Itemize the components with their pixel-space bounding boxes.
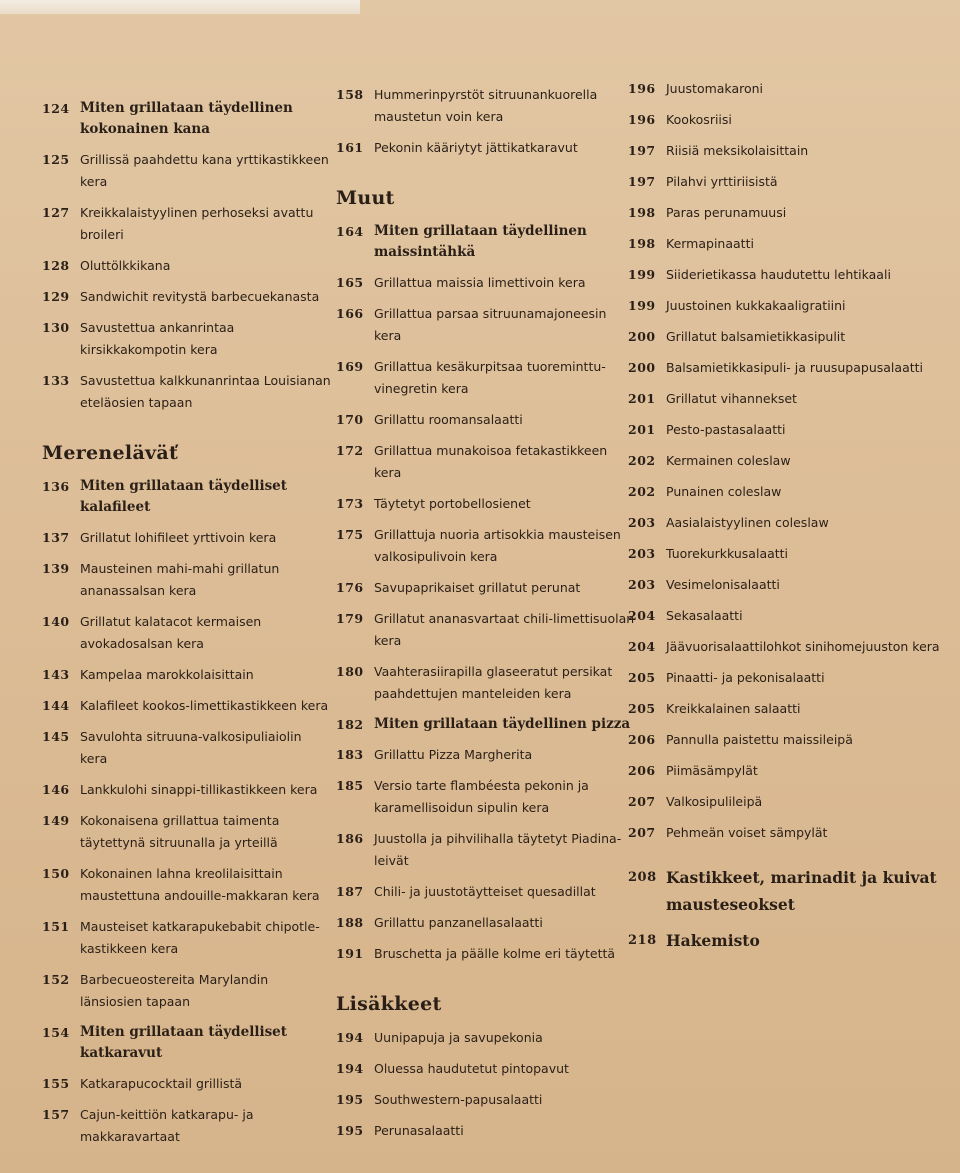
toc-entry <box>336 775 636 819</box>
toc-entry <box>336 1058 636 1080</box>
toc-entry <box>336 440 636 484</box>
toc-page-number: 146 <box>42 782 70 797</box>
list-col2c <box>336 1027 636 1142</box>
toc-page-number: 175 <box>336 527 364 542</box>
toc-page-number: 157 <box>42 1107 70 1122</box>
toc-entry-title: Chili- ja juustotäytteiset quesadillat <box>374 884 596 899</box>
toc-page-number: 206 <box>628 763 656 778</box>
toc-entry-title: Perunasalaatti <box>374 1123 464 1138</box>
toc-entry <box>628 698 948 720</box>
toc-page-number: 136 <box>42 479 70 494</box>
toc-entry <box>628 388 948 410</box>
toc-entry-title: Vesimelonisalaatti <box>666 577 780 592</box>
toc-entry-title: Pekonin kääriytyt jättikatkaravut <box>374 140 578 155</box>
toc-entry <box>42 779 332 801</box>
list-col3b <box>628 864 948 954</box>
column-left <box>42 98 332 1157</box>
toc-entry <box>628 171 948 193</box>
toc-page-number: 187 <box>336 884 364 899</box>
toc-page-number: 137 <box>42 530 70 545</box>
toc-entry-title: Versio tarte flambéesta pekonin ja karamellisoidun sipulin kera <box>374 778 589 815</box>
toc-entry <box>628 636 948 658</box>
toc-page-number: 207 <box>628 825 656 840</box>
toc-page-number: 151 <box>42 919 70 934</box>
toc-page-number: 176 <box>336 580 364 595</box>
toc-page-number: 196 <box>628 112 656 127</box>
toc-entry-title: Oluessa haudutetut pintopavut <box>374 1061 569 1076</box>
toc-entry <box>42 916 332 960</box>
toc-page-number: 204 <box>628 639 656 654</box>
toc-entry-title: Tuorekurkkusalaatti <box>666 546 789 561</box>
toc-page-number: 145 <box>42 729 70 744</box>
list-col1b <box>42 476 332 1148</box>
toc-entry-title: Grillattu roomansalaatti <box>374 412 523 427</box>
toc-page-number: 198 <box>628 205 656 220</box>
toc-page-number: 125 <box>42 152 70 167</box>
toc-entry-title: Savustettua kalkkunanrintaa Louisianan eteläosien tapaan <box>80 373 331 410</box>
toc-entry-title: Miten grillataan täydelliset kalafileet <box>80 478 288 515</box>
toc-page-number: 139 <box>42 561 70 576</box>
toc-entry-title: Kreikkalainen salaatti <box>666 701 801 716</box>
toc-entry-title: Paras perunamuusi <box>666 205 787 220</box>
toc-entry <box>628 729 948 751</box>
toc-entry <box>628 822 948 844</box>
toc-page-number: 152 <box>42 972 70 987</box>
toc-entry-title: Miten grillataan täydellinen pizza <box>374 716 631 732</box>
toc-entry-title: Katkarapucocktail grillistä <box>80 1076 243 1091</box>
toc-entry-title: Kreikkalaistyylinen perhoseksi avattu broileri <box>80 205 314 242</box>
toc-entry-title: Juustomakaroni <box>666 81 764 96</box>
section-heading-merenelavat: Mereneläväť <box>42 442 179 464</box>
toc-entry <box>628 791 948 813</box>
toc-entry-title: Siiderietikassa haudutettu lehtikaali <box>666 267 891 282</box>
toc-entry-title: Grillatut ananasvartaat chili-limettisuolan kera <box>374 611 635 648</box>
toc-entry <box>336 1027 636 1049</box>
toc-page-number: 133 <box>42 373 70 388</box>
toc-page-number: 200 <box>628 329 656 344</box>
toc-entry <box>336 577 636 599</box>
toc-entry <box>42 1104 332 1148</box>
toc-entry <box>42 810 332 854</box>
toc-entry-title: Kokonaisena grillattua taimenta täytettynä sitruunalla ja yrteillä <box>80 813 280 850</box>
toc-entry <box>628 605 948 627</box>
toc-entry-title: Bruschetta ja päälle kolme eri täytettä <box>374 946 616 961</box>
toc-entry <box>336 744 636 766</box>
toc-entry <box>628 326 948 348</box>
list-col2a <box>336 84 636 159</box>
toc-page-number: 130 <box>42 320 70 335</box>
toc-entry-title: Riisiä meksikolaisittain <box>666 143 809 158</box>
toc-entry-title: Oluttölkkikana <box>80 258 171 273</box>
toc-entry-title: Juustolla ja pihvilihalla täytetyt Piadina-leivät <box>374 831 622 868</box>
toc-entry-title: Aasialaistyylinen coleslaw <box>666 515 829 530</box>
toc-entry-title: Pesto-pastasalaatti <box>666 422 786 437</box>
toc-entry-title: Grillattua kesäkurpitsaa tuoreminttu-vinegretin kera <box>374 359 606 396</box>
toc-entry <box>336 1089 636 1111</box>
toc-entry <box>42 726 332 770</box>
toc-entry <box>336 524 636 568</box>
toc-page-number: 203 <box>628 577 656 592</box>
toc-page-number: 180 <box>336 664 364 679</box>
toc-entry <box>628 667 948 689</box>
toc-entry <box>628 760 948 782</box>
toc-entry <box>336 828 636 872</box>
toc-entry <box>42 527 332 549</box>
toc-entry-title: Jäävuorisalaattilohkot sinihomejuuston kera <box>666 639 940 654</box>
toc-entry-title: Miten grillataan täydelliset katkaravut <box>80 1024 288 1061</box>
toc-page-number: 203 <box>628 546 656 561</box>
toc-page-number: 150 <box>42 866 70 881</box>
toc-page-number: 208 <box>628 870 657 885</box>
toc-entry <box>628 295 948 317</box>
toc-entry-title: Kermapinaatti <box>666 236 754 251</box>
toc-page-number: 143 <box>42 667 70 682</box>
toc-page-number: 204 <box>628 608 656 623</box>
toc-entry-title: Grillattuja nuoria artisokkia mausteisen valkosipulivoin kera <box>374 527 621 564</box>
toc-page-number: 149 <box>42 813 70 828</box>
toc-page-number: 202 <box>628 453 656 468</box>
toc-entry <box>336 943 636 965</box>
toc-entry-title: Piimäsämpylät <box>666 763 758 778</box>
toc-entry <box>336 1120 636 1142</box>
toc-page-number: 198 <box>628 236 656 251</box>
toc-entry <box>628 109 948 131</box>
toc-entry-title: Grillatut kalatacot kermaisen avokadosalsan kera <box>80 614 262 651</box>
toc-page-number: 186 <box>336 831 364 846</box>
toc-entry <box>336 84 636 128</box>
column-middle <box>336 84 636 1151</box>
toc-entry-title: Kermainen coleslaw <box>666 453 791 468</box>
toc-entry-title: Pannulla paistettu maissileipä <box>666 732 853 747</box>
toc-entry <box>336 409 636 431</box>
toc-entry-title: Grillatut vihannekset <box>666 391 797 406</box>
list-col3 <box>628 78 948 844</box>
toc-entry <box>42 558 332 602</box>
toc-page-number: 199 <box>628 298 656 313</box>
toc-entry-title: Hakemisto <box>666 931 760 950</box>
toc-entry <box>628 481 948 503</box>
toc-entry <box>628 357 948 379</box>
toc-entry <box>628 450 948 472</box>
toc-page-number: 183 <box>336 747 364 762</box>
toc-entry <box>42 286 332 308</box>
toc-entry <box>42 1073 332 1095</box>
toc-page-number: 161 <box>336 140 364 155</box>
toc-page-number: 154 <box>42 1025 70 1040</box>
toc-entry <box>336 608 636 652</box>
toc-entry <box>42 202 332 246</box>
toc-entry-title: Pehmeän voiset sämpylät <box>666 825 828 840</box>
toc-entry <box>336 493 636 515</box>
toc-entry-title: Miten grillataan täydellinen maissintähkä <box>374 223 587 260</box>
toc-entry <box>336 303 636 347</box>
toc-entry <box>628 512 948 534</box>
toc-entry-title: Juustoinen kukkakaaligratiini <box>666 298 846 313</box>
toc-page-number: 201 <box>628 422 656 437</box>
toc-page-number: 197 <box>628 174 656 189</box>
toc-page-number: 173 <box>336 496 364 511</box>
toc-entry-title: Cajun-keittiön katkarapu- ja makkaravartaat <box>80 1107 254 1144</box>
toc-entry <box>336 272 636 294</box>
toc-entry-title: Balsamietikkasipuli- ja ruusupapusalaatti <box>666 360 924 375</box>
toc-entry <box>336 137 636 159</box>
toc-entry <box>628 233 948 255</box>
toc-entry-title: Pinaatti- ja pekonisalaatti <box>666 670 825 685</box>
toc-entry-title: Pilahvi yrttiriisistä <box>666 174 778 189</box>
toc-entry <box>42 317 332 361</box>
toc-entry <box>628 864 948 918</box>
toc-page-number: 194 <box>336 1030 364 1045</box>
toc-entry <box>336 912 636 934</box>
toc-entry <box>42 98 332 140</box>
toc-page-number: 172 <box>336 443 364 458</box>
toc-entry <box>42 863 332 907</box>
toc-entry-title: Grillatut lohifileet yrttivoin kera <box>80 530 277 545</box>
column-right <box>628 78 948 963</box>
toc-entry-title: Grillattua munakoisoa fetakastikkeen kera <box>374 443 608 480</box>
toc-page-number: 185 <box>336 778 364 793</box>
toc-entry-title: Savupaprikaiset grillatut perunat <box>374 580 581 595</box>
toc-entry-title: Kookosriisi <box>666 112 732 127</box>
toc-entry-title: Grillattu Pizza Margherita <box>374 747 533 762</box>
toc-entry-title: Vaahterasiirapilla glaseeratut persikat paahdettujen manteleiden kera <box>374 664 613 701</box>
toc-entry-title: Kalafileet kookos-limettikastikkeen kera <box>80 698 329 713</box>
toc-page-number: 207 <box>628 794 656 809</box>
toc-entry <box>336 714 636 735</box>
toc-entry <box>336 881 636 903</box>
toc-entry <box>42 969 332 1013</box>
toc-page-number: 205 <box>628 670 656 685</box>
toc-page-number: 169 <box>336 359 364 374</box>
toc-entry <box>42 255 332 277</box>
toc-entry-title: Kampelaa marokkolaisittain <box>80 667 254 682</box>
toc-entry <box>628 202 948 224</box>
toc-entry <box>628 264 948 286</box>
toc-page-number: 124 <box>42 101 70 116</box>
toc-entry <box>42 695 332 717</box>
toc-entry-title: Kastikkeet, marinadit ja kuivat mausteseokset <box>666 868 937 914</box>
toc-page-number: 165 <box>336 275 364 290</box>
toc-entry <box>42 476 332 518</box>
toc-page-number: 201 <box>628 391 656 406</box>
toc-entry-title: Hummerinpyrstöt sitruunankuorella maustetun voin kera <box>374 87 598 124</box>
toc-page-number: 191 <box>336 946 364 961</box>
toc-entry-title: Lankkulohi sinappi-tillikastikkeen kera <box>80 782 318 797</box>
toc-page-number: 127 <box>42 205 70 220</box>
toc-page-number: 158 <box>336 87 364 102</box>
toc-page-number: 202 <box>628 484 656 499</box>
toc-entry-title: Valkosipulileipä <box>666 794 763 809</box>
toc-page-number: 164 <box>336 224 364 239</box>
toc-entry-title: Täytetyt portobellosienet <box>374 496 531 511</box>
toc-entry <box>336 221 636 263</box>
toc-entry-title: Grillattua parsaa sitruunamajoneesin kera <box>374 306 607 343</box>
toc-entry <box>42 611 332 655</box>
toc-page-number: 170 <box>336 412 364 427</box>
toc-entry-title: Sekasalaatti <box>666 608 743 623</box>
toc-page-number: 179 <box>336 611 364 626</box>
toc-entry <box>42 664 332 686</box>
toc-entry-title: Savulohta sitruuna-valkosipuliaiolin kera <box>80 729 302 766</box>
toc-entry <box>628 543 948 565</box>
toc-entry-title: Mausteinen mahi-mahi grillatun ananassalsan kera <box>80 561 280 598</box>
toc-entry-title: Grillattua maissia limettivoin kera <box>374 275 586 290</box>
toc-page-number: 182 <box>336 717 364 732</box>
toc-entry-title: Grillattu panzanellasalaatti <box>374 915 543 930</box>
section-heading-muut: Muut <box>336 187 395 209</box>
toc-entry <box>336 661 636 705</box>
toc-page-number: 203 <box>628 515 656 530</box>
toc-page-number: 196 <box>628 81 656 96</box>
toc-entry-title: Miten grillataan täydellinen kokonainen kana <box>80 100 293 137</box>
toc-page-number: 188 <box>336 915 364 930</box>
toc-entry-title: Mausteiset katkarapukebabit chipotle-kastikkeen kera <box>80 919 320 956</box>
toc-entry <box>628 419 948 441</box>
toc-page-number: 205 <box>628 701 656 716</box>
list-col2b <box>336 221 636 965</box>
toc-page-number: 140 <box>42 614 70 629</box>
toc-page-number: 199 <box>628 267 656 282</box>
toc-page-number: 195 <box>336 1092 364 1107</box>
toc-entry <box>628 574 948 596</box>
page-top-edge <box>0 0 360 14</box>
toc-entry-title: Uunipapuja ja savupekonia <box>374 1030 543 1045</box>
toc-entry-title: Grillissä paahdettu kana yrttikastikkeen kera <box>80 152 329 189</box>
toc-entry <box>628 78 948 100</box>
toc-page-number: 197 <box>628 143 656 158</box>
toc-entry <box>42 1022 332 1064</box>
toc-entry-title: Savustettua ankanrintaa kirsikkakompotin kera <box>80 320 235 357</box>
toc-page-number: 200 <box>628 360 656 375</box>
toc-entry-title: Barbecueostereita Marylandin länsiosien tapaan <box>80 972 269 1009</box>
toc-entry-title: Grillatut balsamietikkasipulit <box>666 329 846 344</box>
toc-entry <box>336 356 636 400</box>
toc-page-number: 166 <box>336 306 364 321</box>
list-col1 <box>42 98 332 414</box>
toc-entry <box>42 370 332 414</box>
toc-page-number: 128 <box>42 258 70 273</box>
toc-page-number: 194 <box>336 1061 364 1076</box>
toc-entry-title: Punainen coleslaw <box>666 484 782 499</box>
toc-entry <box>628 927 948 954</box>
toc-page-number: 129 <box>42 289 70 304</box>
toc-entry <box>42 149 332 193</box>
section-heading-lisakkeet: Lisäkkeet <box>336 993 442 1015</box>
toc-entry-title: Sandwichit revitystä barbecuekanasta <box>80 289 320 304</box>
toc-entry-title: Kokonainen lahna kreolilaisittain maustettuna andouille-makkaran kera <box>80 866 320 903</box>
toc-page-number: 195 <box>336 1123 364 1138</box>
toc-page-number: 206 <box>628 732 656 747</box>
toc-entry-title: Southwestern-papusalaatti <box>374 1092 543 1107</box>
toc-page-number: 155 <box>42 1076 70 1091</box>
toc-entry <box>628 140 948 162</box>
toc-page-number: 218 <box>628 933 657 948</box>
toc-page-number: 144 <box>42 698 70 713</box>
